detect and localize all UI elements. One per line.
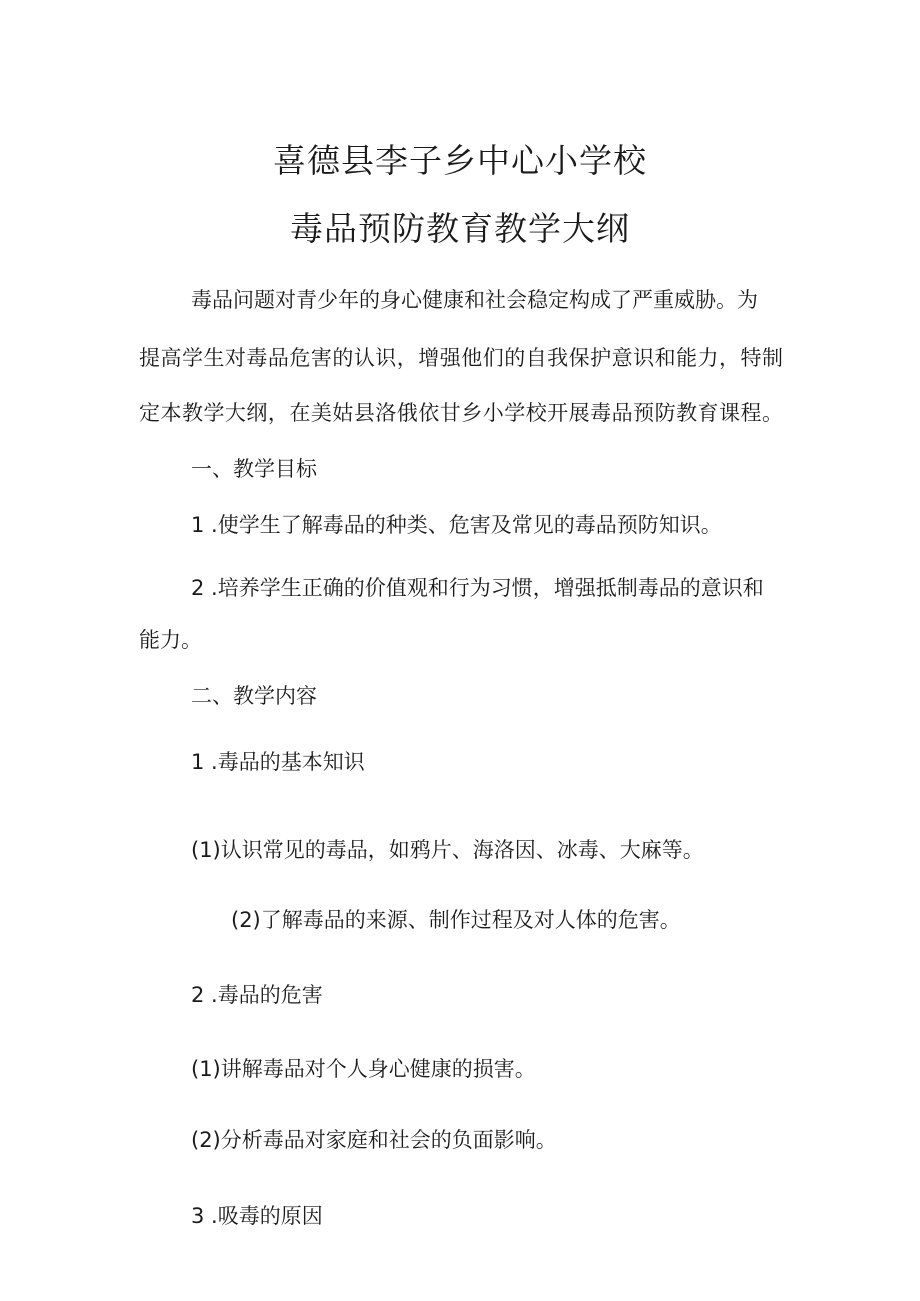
- intro-line-3: 定本教学大纲，在美姑县洛俄依甘乡小学校开展毒品预防教育课程。: [139, 401, 783, 425]
- document-title-school: 喜德县李子乡中心小学校: [273, 141, 647, 180]
- content-point-harms-2: (2)分析毒品对家庭和社会的负面影响。: [191, 1128, 557, 1152]
- content-subheading-harms: 2 .毒品的危害: [191, 983, 323, 1007]
- content-subheading-causes: 3 .吸毒的原因: [191, 1204, 323, 1228]
- content-point-basics-2: (2)了解毒品的来源、制作过程及对人体的危害。: [231, 908, 681, 932]
- content-subheading-basics: 1 .毒品的基本知识: [191, 750, 365, 774]
- intro-line-1: 毒品问题对青少年的身心健康和社会稳定构成了严重威胁。为: [191, 288, 758, 312]
- section-heading-goals: 一、教学目标: [191, 457, 317, 481]
- content-point-harms-1: (1)讲解毒品对个人身心健康的损害。: [191, 1057, 536, 1081]
- intro-line-2: 提高学生对毒品危害的认识，增强他们的自我保护意识和能力，特制: [139, 346, 783, 370]
- goal-item-1: 1 .使学生了解毒品的种类、危害及常见的毒品预防知识。: [191, 513, 722, 537]
- document-title-main: 毒品预防教育教学大纲: [290, 209, 630, 248]
- section-heading-content: 二、教学内容: [191, 684, 317, 708]
- goal-item-2-line-1: 2 .培养学生正确的价值观和行为习惯，增强抵制毒品的意识和: [191, 576, 764, 600]
- content-point-basics-1: (1)认识常见的毒品，如鸦片、海洛因、冰毒、大麻等。: [191, 838, 704, 862]
- goal-item-2-line-2: 能力。: [139, 628, 202, 652]
